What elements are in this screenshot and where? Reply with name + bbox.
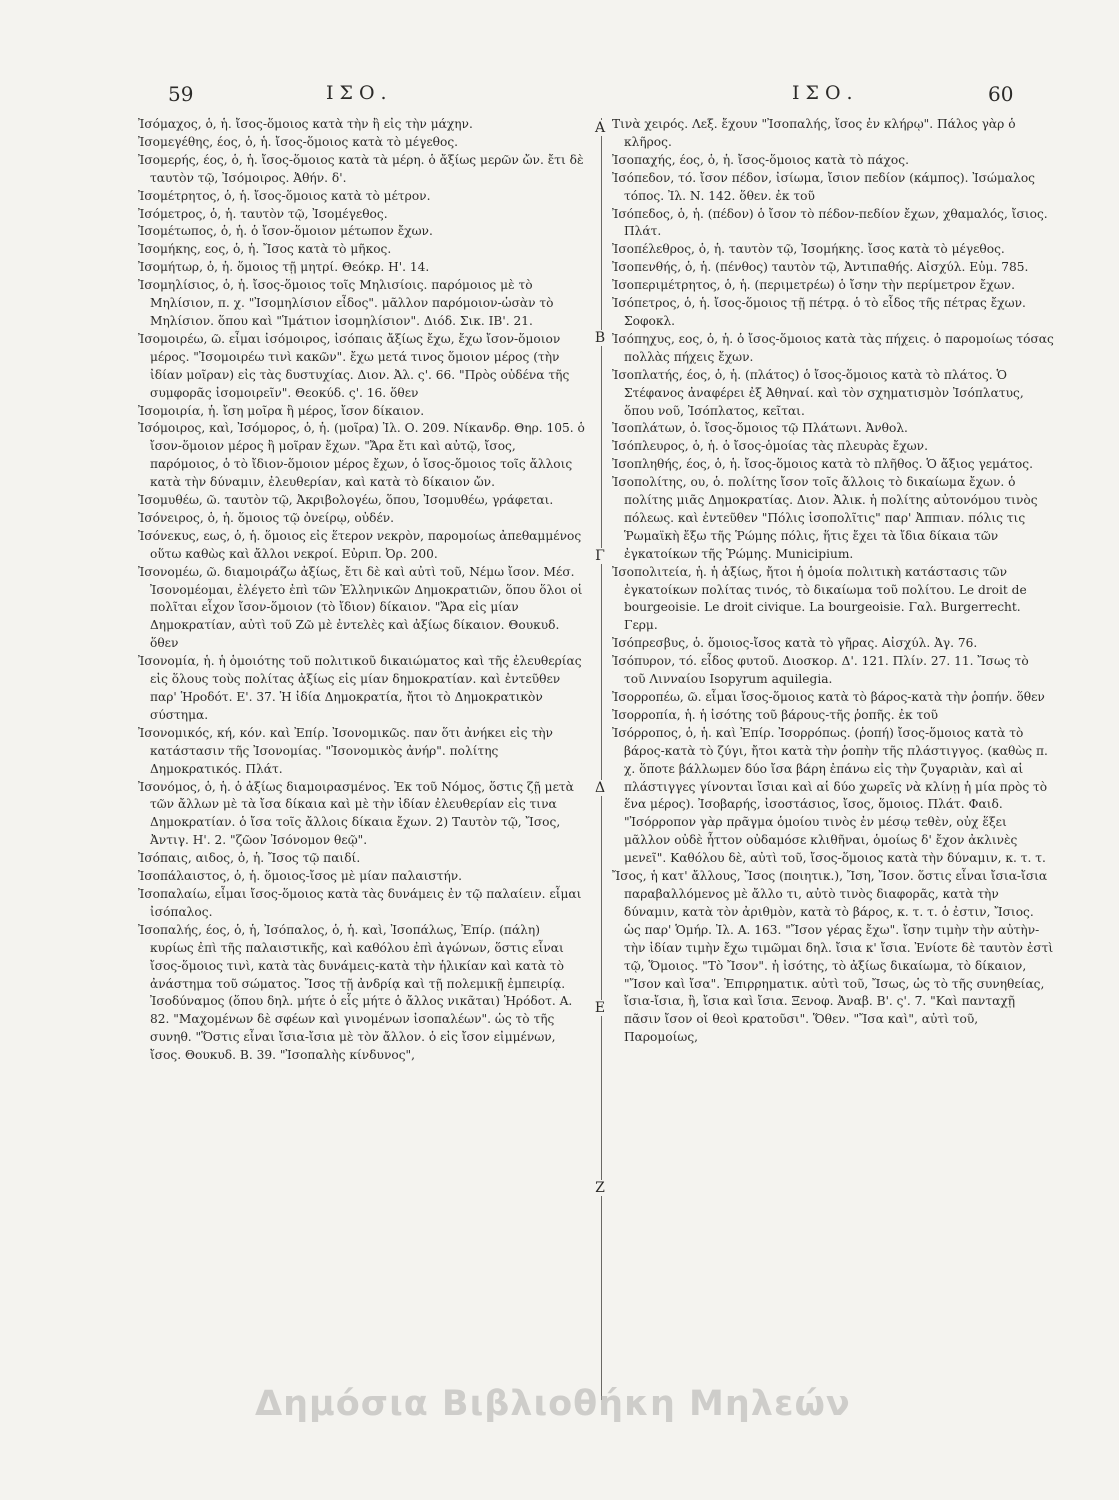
dictionary-entry: Ἰσοπαχής, έος, ὁ, ἡ. ἴσος-ὅμοιος κατὰ τὸ πάχος. xyxy=(612,152,909,167)
dictionary-entry: Ἰσόπηχυς, εος, ὁ, ἡ. ὁ ἴσος-ὅμοιος κατὰ τὰς πήχεις. ὁ παρομοίως τόσας πολλὰς πήχεις ἔχων. xyxy=(612,331,1054,364)
dictionary-entry: Ἰσονομία, ἡ. ἡ ὁμοιότης τοῦ πολιτικοῦ δικαιώματος καὶ τῆς ἐλευθερίας εἰς ὅλους τοὺς πολίτας ἀξίως εἰς μίαν δημοκρατίαν. καὶ ἐντεῦθεν παρ' Ἡροδότ. Ε'. 37. Ἡ ἰδία Δημοκρατία, ἤτοι τὸ Δημοκρατικὸν σύστημα. xyxy=(138,654,582,722)
dictionary-entry: Ἰσομυθέω, ῶ. ταυτὸν τῷ, Ἀκριβολογέω, ὅπου, Ἰσομυθέω, γράφεται. xyxy=(138,493,554,508)
dictionary-entry: Ἰσόνειρος, ὁ, ἡ. ὅμοιος τῷ ὀνείρῳ, οὐδέν. xyxy=(138,510,395,525)
library-watermark: Δημόσια Βιβλιοθήκη Μηλεών xyxy=(255,1384,851,1424)
dictionary-entry: Ἰσοπληθής, έος, ὁ, ἡ. ἴσος-ὅμοιος κατὰ τὸ πλῆθος. Ὁ ἄξιος γεμάτος. xyxy=(612,457,1033,472)
dictionary-entry: Ἰσόμοιρος, καὶ, Ἰσόμορος, ὁ, ἡ. (μοῖρα) Ἰλ. Ο. 209. Νίκανδρ. Θηρ. 105. ὁ ἴσον-ὅμοιον μέρος ἢ μοῖραν ἔχων. "Ἄρα ἔτι καὶ αὐτῷ, ἴσος, παρόμοιος, ὁ τὸ ἴδιον-ὅμοιον μέρος ἔχων, ὁ ἴσος-ὅμοιος τοῖς ἄλλοις κατὰ τὴν δύναμιν, ἐλευθερίαν, καὶ κατὰ τὸ δίκαιον ὤν. xyxy=(138,421,585,490)
dictionary-entry: Ἰσομεγέθης, έος, ὁ, ἡ. ἴσος-ὅμοιος κατὰ τὸ μέγεθος. xyxy=(138,134,459,149)
dictionary-entry: Ἰσοπενθής, ὁ, ἡ. (πένθος) ταυτὸν τῷ, Ἀντιπαθής. Αἰσχύλ. Εὐμ. 785. xyxy=(612,260,1029,275)
section-letter-gamma: Γ xyxy=(590,548,610,564)
dictionary-entry: Ἰσόπεδον, τό. ἴσον πέδον, ἰσίωμα, ἴσιον πεδίον (κάμπος). Ἰσώμαλος τόπος. Ἰλ. Ν. 142. ὅθεν. ἐκ τοῦ xyxy=(612,170,1035,203)
section-letter-e: E xyxy=(590,1000,610,1016)
dictionary-entry: Ἰσόπετρος, ὁ, ἡ. ἴσος-ὅμοιος τῇ πέτρᾳ. ὁ τὸ εἶδος τῆς πέτρας ἔχων. Σοφοκλ. xyxy=(612,296,1026,328)
dictionary-entry: Ἰσομερής, έος, ὁ, ἡ. ἴσος-ὅμοιος κατὰ τὰ μέρη. ὁ ἄξίως μερῶν ὤν. ἔτι δὲ ταυτὸν τῷ, Ἰσόμοιρος. Ἀθήν. δ'. xyxy=(138,152,584,185)
dictionary-entry: Ἰσοπεριμέτρητος, ὁ, ἡ. (περιμετρέω) ὁ ἴσην τὴν περίμετρον ἔχων. xyxy=(612,278,1015,293)
running-head-left: ΙΣΟ. xyxy=(326,82,393,104)
left-column xyxy=(138,116,586,1390)
dictionary-entry: Ἰσονομικός, κή, κόν. καὶ Ἐπίρ. Ἰσονομικῶς. παν ὅτι ἀνήκει εἰς τὴν κατάστασιν τῆς Ἰσονομίας. "Ἰσονομικὸς ἀνήρ". πολίτης Δημοκρατικός. Πλάτ. xyxy=(138,725,553,776)
dictionary-entry: Ἰσόνεκυς, εως, ὁ, ἡ. ὅμοιος εἰς ἕτερον νεκρὸν, παρομοίως ἀπεθαμμένος οὕτω καθὼς καὶ ἄλλοι νεκροί. Εὐριπ. Ὀρ. 200. xyxy=(138,528,582,561)
dictionary-entry: Ἰσοπαλαίω, εἶμαι ἴσος-ὅμοιος κατὰ τὰς δυνάμεις ἐν τῷ παλαίειν. εἶμαι ἰσόπαλος. xyxy=(138,886,582,919)
dictionary-entry: Ἰσόμαχος, ὁ, ἡ. ἴσος-ὅμοιος κατὰ τὴν ἢ εἰς τὴν μάχην. xyxy=(138,117,473,131)
dictionary-entry: Ἰσοπαλής, έος, ὁ, ἡ, Ἰσόπαλος, ὁ, ἡ. καὶ, Ἰσοπάλως, Ἐπίρ. (πάλη) κυρίως ἐπὶ τῆς παλαιστικῆς, καὶ καθόλου ἐπὶ ἀγώνων, ὅστις εἶναι ἴσος-ὅμοιος τινὶ, κατὰ τὰς δυνάμεις-κατὰ τὴν ἡλικίαν καὶ κατὰ τὸ ἀνάστημα τοῦ σώματος. Ἴσος τῇ ἀνδρίᾳ καὶ τῇ πολεμικῇ ἐμπειρίᾳ. Ἰσοδύναμος (ὅπου δηλ. μήτε ὁ εἷς μήτε ὁ ἄλλος νικᾶται) Ἡρόδοτ. Α. 82. "Μαχομένων δὲ σφέων καὶ γινομένων ἰσοπαλέων". ὡς τὸ τῆς συνηθ. "Ὅστις εἶναι ἴσια-ἴσια μὲ τὸν ἄλλον. ὁ εἰς ἴσον εἰμμένων, ἴσος. Θουκυδ. Β. 39. "Ἰσοπαλὴς κίνδυνος", xyxy=(138,922,573,1063)
page-number-left: 59 xyxy=(168,82,194,106)
section-letter-delta: Δ xyxy=(590,780,610,796)
dictionary-entry: Ἰσόπαις, αιδος, ὁ, ἡ. Ἴσος τῷ παιδί. xyxy=(138,851,361,866)
section-letter-b: B xyxy=(590,330,610,346)
dictionary-entry: Ἰσοπάλαιστος, ὁ, ἡ. ὅμοιος-ἴσος μὲ μίαν παλαιστήν. xyxy=(138,869,463,884)
dictionary-entry: Ἰσομοιρέω, ῶ. εἶμαι ἰσόμοιρος, ἰσόπαις ἄξίως ἔχω, ἔχω ἴσον-ὅμοιον μέρος. "Ἰσομοιρέω τινὶ κακῶν". ἔχω μετά τινος ὅμοιον μέρος (τὴν ἰδίαν μοῖραν) εἰς τὰς δυστυχίας. Διον. Ἀλ. ς'. 66. "Πρὸς οὐδένα τῆς συμφορᾶς ἰσομοιρεῖν". Θεοκύδ. ς'. 16. ὅθεν xyxy=(138,331,570,400)
dictionary-entry: Ἰσόπρεσβυς, ὁ. ὅμοιος-ἴσος κατὰ τὸ γῆρας. Αἰσχύλ. Ἀγ. 76. xyxy=(612,636,978,651)
dictionary-entry: Ἰσομηλίσιος, ὁ, ἡ. ἴσος-ὅμοιος τοῖς Μηλισίοις. παρόμοιος μὲ τὸ Μηλίσιον, π. χ. "Ἰσομηλίσιον εἶδος". μᾶλλον παρόμοιον-ὡσὰν τὸ Μηλίσιον. ὅπου καὶ "Ἱμάτιον ἰσομηλίσιον". Διόδ. Σικ. ΙΒ'. 21. xyxy=(138,278,554,328)
dictionary-entry: Ἰσόπεδος, ὁ, ἡ. (πέδον) ὁ ἴσον τὸ πέδον-πεδίον ἔχων, χθαμαλός, ἴσιος. Πλάτ. xyxy=(612,206,1048,239)
dictionary-entry: Ἰσοπλατής, έος, ὁ, ἡ. (πλάτος) ὁ ἴσος-ὅμοιος κατὰ τὸ πλάτος. Ὁ Στέφανος ἀναφέρει ἐξ Ἀθηναί. καὶ τὸν σχηματισμὸν Ἰσόπλατυς, ὅπου νοῦ, Ἰσόπλατος, κεῖται. xyxy=(612,367,1024,418)
dictionary-entry: Ἰσοπλάτων, ὁ. ἴσος-ὅμοιος τῷ Πλάτωνι. Ἀνθολ. xyxy=(612,421,908,436)
dictionary-entry: Ἰσόπυρον, τό. εἶδος φυτοῦ. Διοσκορ. Δ'. 121. Πλίν. 27. 11. Ἴσως τὸ τοῦ Λινναίου Isopyrum aquilegia. xyxy=(612,654,1029,687)
dictionary-entry: Ἰσομήκης, εος, ὁ, ἡ. Ἴσος κατὰ τὸ μῆκος. xyxy=(138,242,392,257)
dictionary-entry: Ἰσονομέω, ῶ. διαμοιράζω ἀξίως, ἔτι δὲ καὶ αὐτὶ τοῦ, Νέμω ἴσον. Μέσ. Ἰσονομέομαι, ἐλέγετο ἐπὶ τῶν Ἑλληνικῶν Δημοκρατιῶν, ὅπου ὅλοι οἱ πολῖται εἶχον ἴσον-ὅμοιον (τὸ ἴδιον) δίκαιον. "Ἄρα εἰς μίαν Δημοκρατίαν, αὐτὶ τοῦ Ζῶ μὲ ἐντελὲς καὶ ἀξίως δίκαιον. Θουκυδ. ὅθεν xyxy=(138,564,583,651)
dictionary-entry: Ἰσοπολίτης, ου, ὁ. πολίτης ἴσον τοῖς ἄλλοις τὸ δικαίωμα ἔχων. ὁ πολίτης μιᾶς Δημοκρατίας. Διον. Ἀλικ. ἡ πολίτης αὐτονόμου τινὸς πόλεως. καὶ ἐντεῦθεν "Πόλις ἰσοπολῖτις" παρ' Ἀππιαν. πόλις τις Ῥωμαϊκὴ ἔξω τῆς Ῥώμης πόλις, ἥτις ἔχει τὰ ἴδια δίκαια τῶν ἐγκατοίκων τῆς Ῥώμης. Municipium. xyxy=(612,475,1038,561)
dictionary-entry: Ἰσορροπία, ἡ. ἡ ἰσότης τοῦ βάρους-τῆς ῥοπῆς. ἐκ τοῦ xyxy=(612,707,938,722)
running-head-right: ΙΣΟ. xyxy=(792,82,859,104)
section-letter-a: A xyxy=(590,120,610,136)
dictionary-entry: Ἰσόρροπος, ὁ, ἡ. καὶ Ἐπίρ. Ἰσορρόπως. (ῥοπή) ἴσος-ὅμοιος κατὰ τὸ βάρος-κατὰ τὸ ζύγι, ἤτοι κατὰ τὴν ῥοπὴν τῆς πλάστιγγος. (καθὼς π. χ. ὅποτε βάλλωμεν δύο ἴσα βάρη ἐπάνω εἰς τὴν ζυγαριὰν, καὶ αἱ πλάστιγγες γίνονται ἴσιαι καὶ αἱ δύο χωρεῖς νὰ κλίνῃ ἡ μία πρὸς τὸ ἕνα μέρος). Ἰσοβαρής, ἰσοστάσιος, ἴσος, ὅμοιος. Πλάτ. Φαιδ. "Ἰσόρροπον γὰρ πρᾶγμα ὁμοίου τινὸς ἐν μέσῳ τεθὲν, οὐχ ἕξει μᾶλλον οὐδὲ ἧττον οὐδαμόσε κλιθῆναι, ὁμοίως δ' ἔχον ἀκλινὲς μενεῖ". Καθόλου δὲ, αὐτὶ τοῦ, ἴσος-ὅμοιος κατὰ τὴν δύναμιν, κ. τ. τ. xyxy=(612,725,1048,866)
dictionary-entry: Τινὰ χειρός. Λεξ. ἔχουν "Ἰσοπαλής, ἴσος ἐν κλήρῳ". Πάλος γὰρ ὁ κλῆρος. xyxy=(612,117,1016,149)
dictionary-entry: Ἴσος, ἡ κατ' ἄλλους, Ἴσος (ποιητικ.), Ἴση, Ἴσον. ὅστις εἶναι ἴσια-ἴσια παραβαλλόμενος μὲ ἄλλο τι, αὐτὸ τινὸς διαφορᾶς, κατὰ τὴν δύναμιν, κατὰ τὸν ἀριθμὸν, κατὰ τὸ βάρος, κ. τ. τ. ὁ ἐστιν, Ἴσιος. ὡς παρ' Ὁμήρ. Ἰλ. Α. 163. "Ἴσον γέρας ἔχω". ἴσην τιμὴν τὴν αὐτὴν-τὴν ἰδίαν τιμὴν ἔχω τιμῶμαι δηλ. ἴσια κ' ἴσια. Ἐνίοτε δὲ ταυτὸν ἐστὶ τῷ, Ὅμοιος. "Τὸ Ἴσον". ἡ ἰσότης, τὸ ἀξίως δικαίωμα, τὸ δίκαιον, "Ἴσον καὶ ἴσα". Ἐπιρρηματικ. αὐτὶ τοῦ, Ἴσως, ὡς τὸ τῆς συνηθείας, ἴσια-ἴσια, ἢ, ἴσια καὶ ἴσια. Ξενοφ. Ἀναβ. Β'. ς'. 7. "Καὶ πανταχῇ πᾶσιν ἴσον οἱ θεοὶ κρατοῦσι". Ὅθεν. "Ἴσα καὶ", αὐτὶ τοῦ, Παρομοίως, xyxy=(612,869,1054,1045)
dictionary-entry: Ἰσόμετρος, ὁ, ἡ. ταυτὸν τῷ, Ἰσομέγεθος. xyxy=(138,206,388,221)
dictionary-entry: Ἰσονόμος, ὁ, ἡ. ὁ ἀξίως διαμοιρασμένος. Ἐκ τοῦ Νόμος, ὅστις ζῇ μετὰ τῶν ἄλλων μὲ τὰ ἴσα δίκαια καὶ μὲ τὴν ἰδίαν ἐλευθερίαν εἰς τινα Δημοκρατίαν. ὁ ἴσα τοῖς ἄλλοις δίκαια ἔχων. 2) Ταυτὸν τῷ, Ἴσος, Ἀντιγ. Η'. 2. "ζῶον Ἰσόνομον θεῷ". xyxy=(138,779,574,848)
dictionary-entry: Ἰσομοιρία, ἡ. ἴση μοῖρα ἢ μέρος, ἴσον δίκαιον. xyxy=(138,403,425,418)
dictionary-entry: Ἰσοπολιτεία, ἡ. ἡ ἀξίως, ἤτοι ἡ ὁμοία πολιτικὴ κατάστασις τῶν ἐγκατοίκων πολίτας τινός, τὸ δικαίωμα τοῦ πολίτου. Le droit de bourgeoisie. Le droit civique. La bourgeoisie. Γαλ. Burgerrecht. Γερμ. xyxy=(612,564,1027,633)
dictionary-entry: Ἰσομήτωρ, ὁ, ἡ. ὅμοιος τῇ μητρί. Θεόκρ. Η'. 14. xyxy=(138,260,430,275)
section-letter-zeta: Z xyxy=(590,1180,610,1196)
dictionary-entry: Ἰσορροπέω, ῶ. εἶμαι ἴσος-ὅμοιος κατὰ τὸ βάρος-κατὰ τὴν ῥοπήν. ὅθεν xyxy=(612,690,1045,704)
dictionary-entry: Ἰσομέτωπος, ὁ, ἡ. ὁ ἴσον-ὅμοιον μέτωπον ἔχων. xyxy=(138,224,433,239)
dictionary-entry: Ἰσοπέλεθρος, ὁ, ἡ. ταυτὸν τῷ, Ἰσομήκης. ἴσος κατὰ τὸ μέγεθος. xyxy=(612,242,1005,257)
dictionary-entry: Ἰσομέτρητος, ὁ, ἡ. ἴσος-ὅμοιος κατὰ τὸ μέτρον. xyxy=(138,188,431,203)
page-number-right: 60 xyxy=(988,82,1014,106)
right-column xyxy=(612,116,1054,1390)
dictionary-entry: Ἰσόπλευρος, ὁ, ἡ. ὁ ἴσος-ὁμοίας τὰς πλευρὰς ἔχων. xyxy=(612,439,928,454)
page-header xyxy=(0,82,1119,112)
